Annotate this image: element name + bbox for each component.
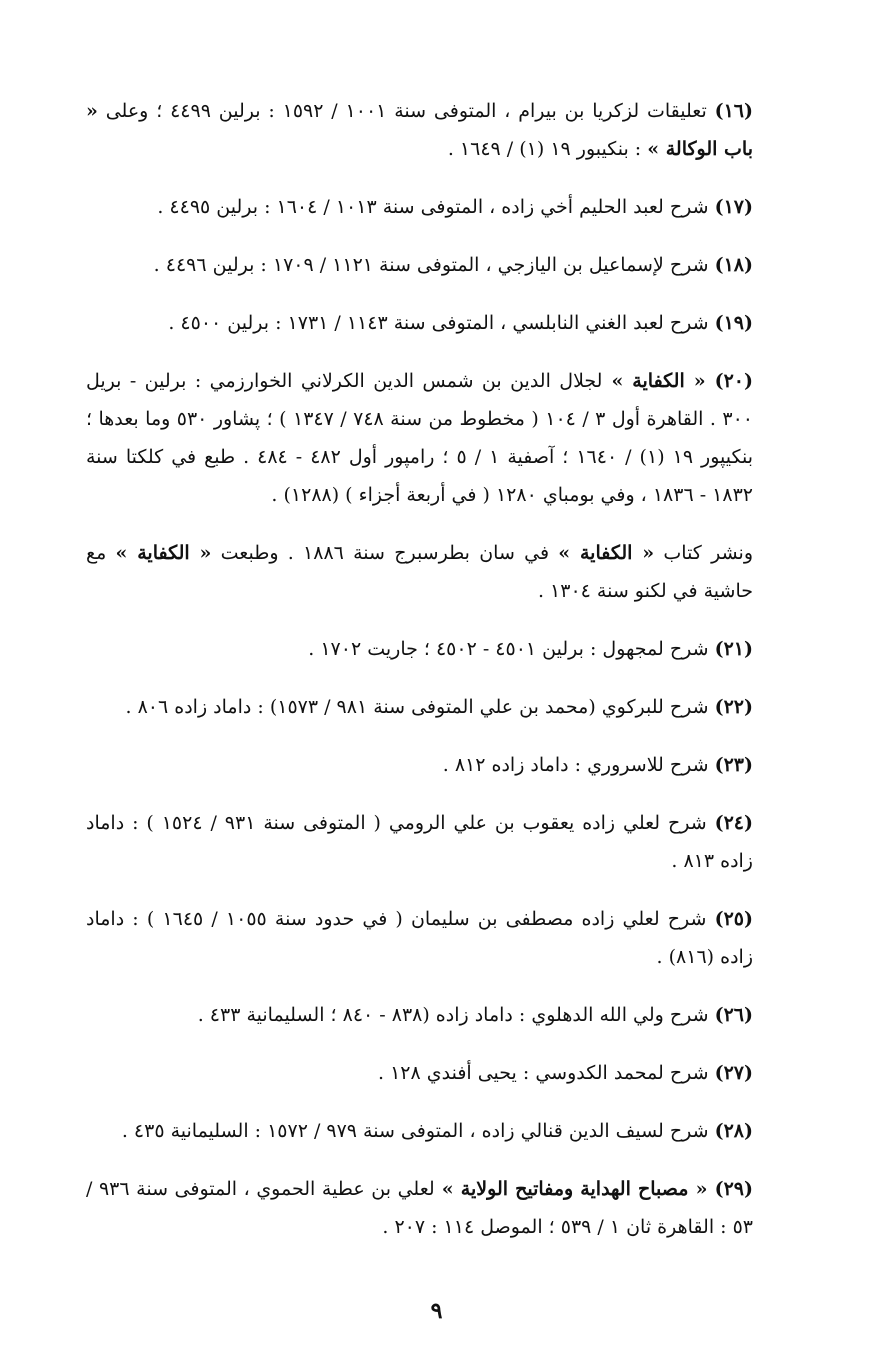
bold-title: « مصباح الهداية ومفاتيح الولاية » [434, 1178, 715, 1200]
entry-number: (١٦) [714, 100, 753, 122]
entry-25 [86, 900, 789, 976]
entry-24 [86, 804, 789, 880]
entry-28 [86, 1112, 789, 1150]
entry-text: لعلي بن عطية الحموي ، المتوفى سنة ٩٣٦ / ٥٣ : القاهرة ثان ١ / ٥٣٩ ؛ الموصل ١١٤ : ٢٠٧ . [86, 1178, 753, 1238]
entry-number: (٢٠) [714, 370, 753, 392]
entry-number: (٢٣) [714, 754, 753, 776]
entry-number: (١٩) [714, 312, 753, 334]
entry-16 [86, 92, 789, 168]
entry-number: (٢٦) [714, 1004, 753, 1026]
entry-number: (٢٥) [714, 908, 753, 930]
bold-title: « الكفاية » [602, 370, 715, 392]
entry-text: في سان بطرسبرج سنة ١٨٨٦ . وطبعت [211, 542, 559, 564]
entry-text: لجلال الدين بن شمس الدين الكرلاني الخوارزمي : برلين - بريل ٣٠٠ . القاهرة أول ٣ / ١٠٤ ( مخطوط من سنة ٧٤٨ / ١٣٤٧ ) ؛ پشاور ٥٣٠ وما بعدها ؛ بنكيپور ١٩ (١) / ١٦٤٠ ؛ آصفية ١ / ٥ ؛ رامپور أول ٤٨٢ - ٤٨٤ . طبع في كلكتا سنة ١٨٣٢ - ١٨٣٦ ، وفي بومباي ١٢٨٠ ( في أربعة أجزاء ) (١٢٨٨) . [86, 370, 754, 506]
entry-number: (٢١) [714, 638, 753, 660]
entry-21 [86, 630, 789, 668]
entry-text: شرح للبركوي (محمد بن علي المتوفى سنة ٩٨١ / ١٥٧٣) : داماد زاده ٨٠٦ . [125, 696, 715, 718]
entry-text: ونشر كتاب [654, 542, 753, 564]
bold-title: « الكفاية » [115, 542, 212, 564]
entry-number: (١٨) [714, 254, 753, 276]
entry-text: شرح لعلي زاده مصطفى بن سليمان ( في حدود سنة ١٠٥٥ / ١٦٤٥ ) : داماد زاده (٨١٦) . [86, 908, 753, 968]
entry-27 [86, 1054, 789, 1092]
entry-text: شرح لمجهول : برلين ٤٥٠١ - ٤٥٠٢ ؛ جاريت ١٧٠٢ . [308, 638, 715, 660]
publication-note [86, 534, 789, 610]
entry-text: شرح لسيف الدين قنالي زاده ، المتوفى سنة ٩٧٩ / ١٥٧٢ : السليمانية ٤٣٥ . [121, 1120, 715, 1142]
entry-29 [86, 1170, 789, 1246]
entry-number: (٢٧) [714, 1062, 753, 1084]
entry-text: شرح لإسماعيل بن اليازجي ، المتوفى سنة ١١٢١ / ١٧٠٩ : برلين ٤٤٩٦ . [153, 254, 715, 276]
entry-number: (٢٨) [714, 1120, 753, 1142]
entry-number: (١٧) [714, 196, 753, 218]
entry-text: تعليقات لزكريا بن بيرام ، المتوفى سنة ١٠٠١ / ١٥٩٢ : برلين ٤٤٩٩ ؛ وعلى [97, 100, 715, 122]
entry-17 [86, 188, 789, 226]
entry-26 [86, 996, 789, 1034]
bold-title: « باب الوكالة » [86, 100, 753, 160]
bold-title: « الكفاية » [558, 542, 655, 564]
entry-text: شرح للاسروري : داماد زاده ٨١٢ . [442, 754, 715, 776]
entry-19 [86, 304, 789, 342]
entry-text: شرح ولي الله الدهلوي : داماد زاده (٨٣٨ - ٨٤٠ ؛ السليمانية ٤٣٣ . [197, 1004, 715, 1026]
entry-number: (٢٢) [714, 696, 753, 718]
entry-text: شرح لعبد الحليم أخي زاده ، المتوفى سنة ١٠١٣ / ١٦٠٤ : برلين ٤٤٩٥ . [157, 196, 715, 218]
page-number: ٩ [430, 1298, 443, 1324]
entry-text: مع حاشية في لكنو سنة ١٣٠٤ . [86, 542, 753, 602]
entry-text: شرح لمحمد الكدوسي : يحيى أفندي ١٢٨ . [377, 1062, 715, 1084]
entry-text: شرح لعبد الغني النابلسي ، المتوفى سنة ١١٤٣ / ١٧٣١ : برلين ٤٥٠٠ . [168, 312, 715, 334]
entry-20 [86, 362, 789, 514]
entry-text: : بنكيبور ١٩ (١) / ١٦٤٩ . [447, 138, 648, 160]
entry-18 [86, 246, 789, 284]
entry-23 [86, 746, 789, 784]
entry-number: (٢٤) [714, 812, 753, 834]
entry-22 [86, 688, 789, 726]
entry-number: (٢٩) [714, 1178, 753, 1200]
entry-text: شرح لعلي زاده يعقوب بن علي الرومي ( المتوفى سنة ٩٣١ / ١٥٢٤ ) : داماد زاده ٨١٣ . [86, 812, 753, 872]
